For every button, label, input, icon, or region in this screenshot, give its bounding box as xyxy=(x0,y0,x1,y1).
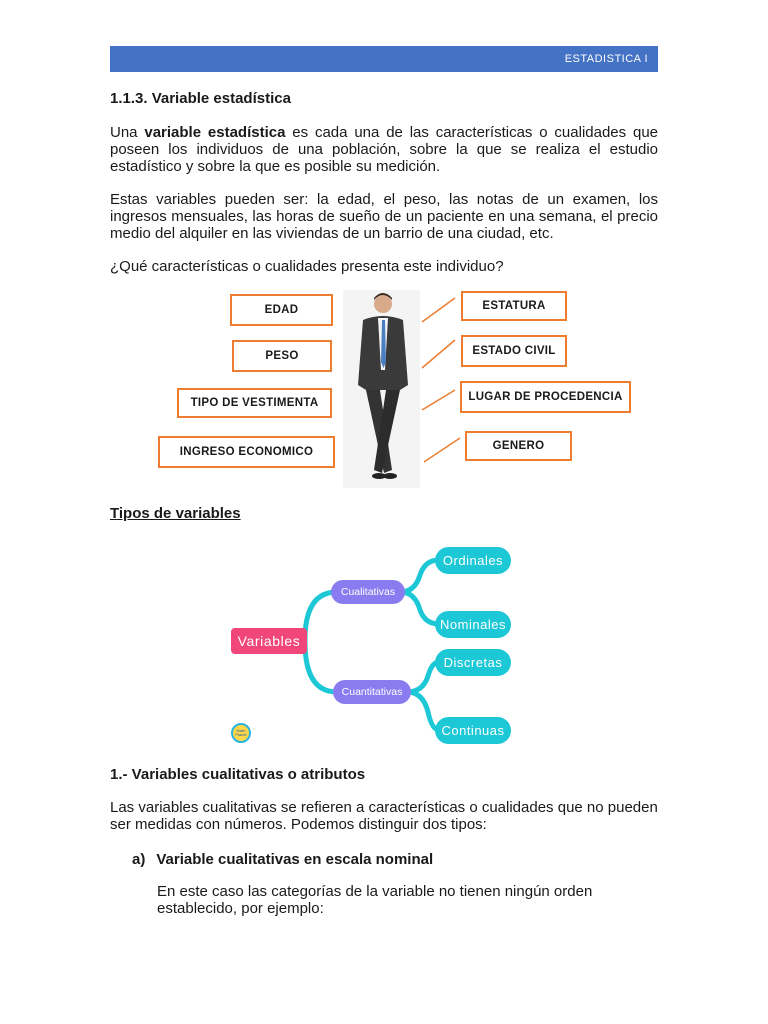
definition-pre: Una xyxy=(110,124,145,141)
tag-genero: GENERO xyxy=(465,431,572,461)
qualitative-heading: 1.- Variables cualitativas o atributos xyxy=(110,766,366,783)
node-nominales: Nominales xyxy=(435,611,511,638)
node-ordinales: Ordinales xyxy=(435,547,511,574)
header-title: ESTADISTICA I xyxy=(564,53,648,65)
connector-estatura xyxy=(422,298,455,322)
tag-tipo-vestimenta: TIPO DE VESTIMENTA xyxy=(177,388,332,418)
nominal-paragraph: En este caso las categorías de la variable no tienen ningún orden establecido, por ejemplo: xyxy=(157,883,593,917)
definition-term: variable estadística xyxy=(144,124,286,141)
link-quant-continuous xyxy=(407,692,439,730)
tag-estatura: ESTATURA xyxy=(461,291,567,321)
head xyxy=(374,295,392,313)
node-cuantitativas: Cuantitativas xyxy=(333,680,411,704)
subsection-heading: Variable cualitativas en escala nominal xyxy=(156,851,434,868)
tag-peso: PESO xyxy=(232,340,332,372)
header-bar xyxy=(110,46,658,72)
definition-post: es cada una de las características o cualidades que poseen los individuos de una población, sobre la que se realiza el estudio estadístico y sobre la que es posible su medición. xyxy=(110,124,659,175)
node-variables: Variables xyxy=(231,628,307,654)
tag-lugar-procedencia: LUGAR DE PROCEDENCIA xyxy=(460,381,631,413)
connector-genero xyxy=(424,438,460,462)
connector-lugar xyxy=(422,390,455,410)
link-root-qual xyxy=(305,592,337,640)
subsection-marker: a) xyxy=(132,851,146,868)
tag-edad: EDAD xyxy=(230,294,333,326)
variable-types-diagram xyxy=(225,540,545,750)
individual-figure xyxy=(150,290,630,490)
link-qual-nominal xyxy=(400,592,439,624)
question-paragraph: ¿Qué características o cualidades presenta este individuo? xyxy=(110,258,504,275)
examples-paragraph: Estas variables pueden ser: la edad, el peso, las notas de un examen, los ingresos mensuales, las horas de sueño de un paciente en una semana, el precio medio del alquiler en las viviendas de un barrio de una ciudad, etc. xyxy=(110,191,658,242)
node-cualitativas: Cualitativas xyxy=(331,580,405,604)
node-continuas: Continuas xyxy=(435,717,511,744)
right-shoe xyxy=(383,473,397,479)
section-heading: 1.1.3. Variable estadística xyxy=(110,90,291,107)
subsection-a xyxy=(132,851,433,868)
connector-estado-civil xyxy=(422,340,455,368)
math-planet-logo: Math Planet xyxy=(231,723,251,743)
link-quant-discrete xyxy=(407,662,439,692)
types-heading: Tipos de variables xyxy=(110,505,241,522)
connector-lines xyxy=(422,298,460,462)
link-qual-ordinal xyxy=(400,560,439,592)
tag-ingreso-economico: INGRESO ECONOMICO xyxy=(158,436,335,468)
tag-estado-civil: ESTADO CIVIL xyxy=(461,335,567,367)
qualitative-paragraph: Las variables cualitativas se refieren a características o cualidades que no pueden ser medidas con números. Podemos distinguir dos tipos: xyxy=(110,799,658,833)
link-root-quant xyxy=(305,642,337,692)
node-discretas: Discretas xyxy=(435,649,511,676)
definition-paragraph xyxy=(110,124,658,175)
